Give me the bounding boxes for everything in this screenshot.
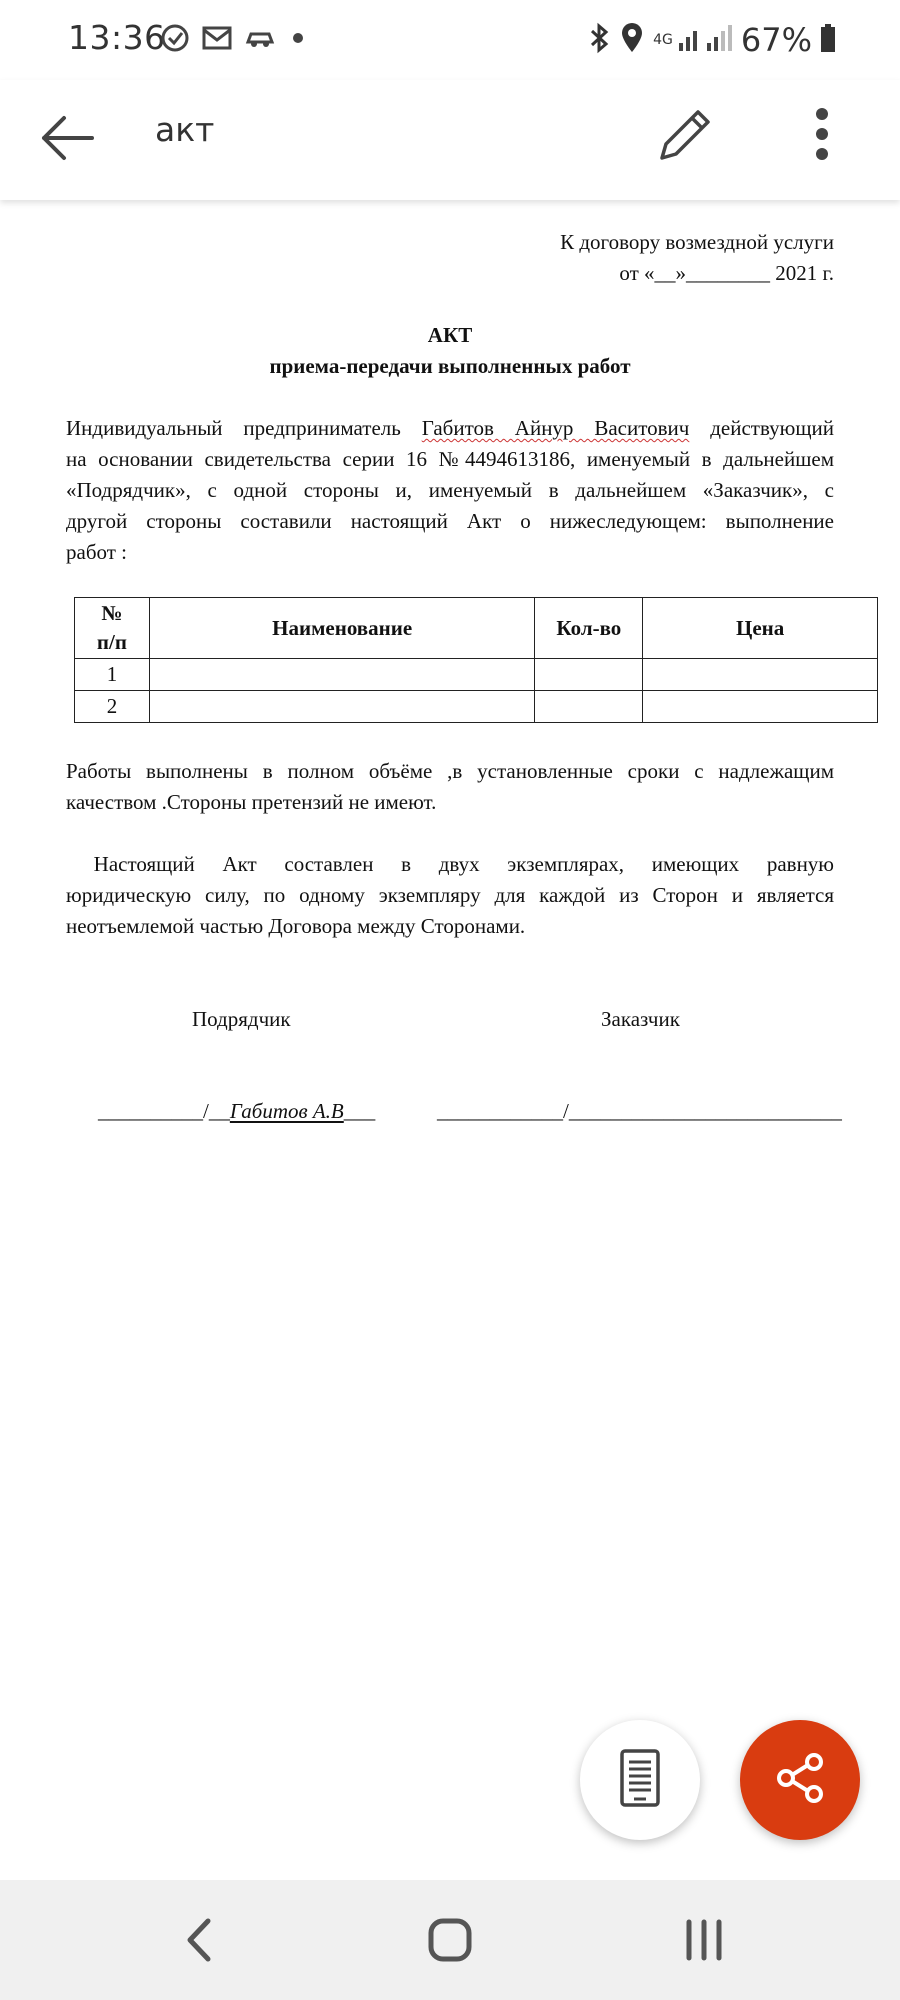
column-header-qty: Кол-во — [535, 598, 643, 659]
dot-icon — [288, 28, 308, 52]
more-vert-icon[interactable] — [810, 104, 834, 169]
table-cell-name — [149, 691, 535, 723]
document-heading: АКТ — [427, 323, 473, 347]
document-subheading: приема-передачи выполненных работ — [269, 354, 631, 378]
nav-back-icon[interactable] — [160, 1900, 240, 1980]
entrepreneur-name: Габитов Айнур Васитович — [421, 416, 690, 440]
document-view-icon — [618, 1748, 662, 1813]
intro-line-2: на основании свидетельства серии 16 №4494613186, именуемый в дальнейшем — [66, 447, 834, 471]
signature-blank: __________/__ — [98, 1099, 230, 1123]
status-time: 13:36 — [68, 18, 166, 57]
table-header-row — [75, 598, 878, 659]
contract-date: от «__»________ 2021 г. — [619, 261, 834, 285]
status-system-icons — [587, 18, 836, 62]
signature-blank: ___ — [343, 1099, 376, 1123]
edit-pencil-icon[interactable] — [652, 102, 716, 171]
intro-line-5: работ : — [66, 540, 127, 564]
customer-label: Заказчик — [601, 1007, 680, 1031]
system-nav-bar — [0, 1880, 900, 2000]
table-cell-name — [149, 659, 535, 691]
intro-text: действующий — [689, 416, 834, 440]
app-bar — [0, 80, 900, 200]
car-icon — [244, 26, 276, 54]
copies-line-3: неотъемлемой частью Договора между Сторонами. — [66, 914, 526, 938]
battery-percent: 67% — [740, 21, 812, 59]
status-notification-icons — [160, 22, 308, 58]
intro-line-3: «Подрядчик», с одной стороны и, именуемый в дальнейшем «Заказчик», с — [66, 478, 834, 502]
table-cell-price — [643, 691, 878, 723]
document-view-button[interactable] — [580, 1720, 700, 1840]
column-header-name: Наименование — [149, 598, 535, 659]
back-arrow-icon[interactable] — [38, 108, 98, 173]
intro-line-1 — [66, 413, 834, 444]
signal-icon — [677, 23, 733, 57]
check-circle-icon — [160, 23, 190, 57]
table-cell-price — [643, 659, 878, 691]
share-button[interactable] — [740, 1720, 860, 1840]
battery-icon — [820, 23, 836, 57]
share-icon — [772, 1750, 828, 1811]
table-row — [75, 691, 878, 723]
table-row — [75, 659, 878, 691]
network-type-label: 4G — [653, 32, 673, 48]
contractor-signature-name: Габитов А.В — [229, 1099, 344, 1123]
column-header-price: Цена — [643, 598, 878, 659]
contractor-label: Подрядчик — [192, 1007, 291, 1031]
intro-line-4: другой стороны составили настоящий Акт о нижеследующем: выполнение — [66, 509, 834, 533]
copies-line-1: Настоящий Акт составлен в двух экземплярах, имеющих равную — [66, 852, 834, 876]
document-title: акт — [155, 110, 215, 149]
mail-icon — [202, 25, 232, 55]
works-table — [74, 597, 878, 723]
copies-line-2: юридическую силу, по одному экземпляру для каждой из Сторон и является — [66, 883, 834, 907]
table-cell-qty — [535, 659, 643, 691]
contractor-signature-line — [98, 1096, 375, 1127]
location-icon — [619, 22, 645, 58]
nav-home-icon[interactable] — [410, 1900, 490, 1980]
intro-text: Индивидуальный предприниматель — [66, 416, 422, 440]
status-bar — [0, 0, 900, 80]
contract-reference: К договору возмездной услуги — [560, 230, 834, 254]
bluetooth-icon — [587, 22, 611, 58]
nav-recents-icon[interactable] — [664, 1900, 744, 1980]
column-header-number: № п/п — [75, 598, 150, 659]
table-cell-number: 2 — [75, 691, 150, 723]
customer-signature-line: ____________/__________________________ — [437, 1099, 842, 1123]
table-cell-number: 1 — [75, 659, 150, 691]
completion-line-1: Работы выполнены в полном объёме ,в установленные сроки с надлежащим — [66, 759, 834, 783]
completion-line-2: качеством .Стороны претензий не имеют. — [66, 790, 437, 814]
table-cell-qty — [535, 691, 643, 723]
